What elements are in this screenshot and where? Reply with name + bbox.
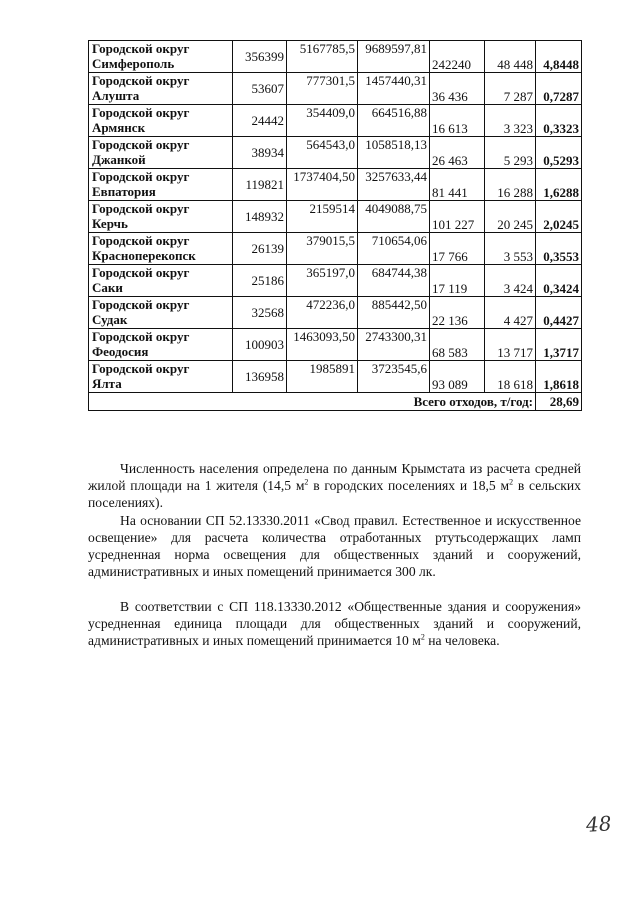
value-cell: 16 613 (430, 105, 485, 137)
area-cell: 354409,0 (287, 105, 358, 137)
value-cell: 3 553 (485, 233, 536, 265)
paragraph-lighting-norm: На основании СП 52.13330.2011 «Свод правил. Естественное и искусственное освещение» для расчета количества отработанных ртутьсодержащих ламп усредненная норма освещения для общественных зданий и сооружений, административных и иных помещений принимается 300 лк. (88, 513, 581, 579)
waste-table (88, 40, 582, 411)
value-cell: 710654,06 (358, 233, 430, 265)
total-value: 28,69 (536, 393, 582, 411)
population-cell: 356399 (233, 41, 287, 73)
population-cell: 38934 (233, 137, 287, 169)
population-cell: 53607 (233, 73, 287, 105)
value-cell: 684744,38 (358, 265, 430, 297)
table-row (89, 297, 582, 329)
population-cell: 136958 (233, 361, 287, 393)
table-row (89, 73, 582, 105)
district-name: Городской округ Евпатория (89, 169, 233, 201)
value-cell: 16 288 (485, 169, 536, 201)
value-cell: 101 227 (430, 201, 485, 233)
population-cell: 119821 (233, 169, 287, 201)
area-cell: 472236,0 (287, 297, 358, 329)
waste-tonnage-cell: 2,0245 (536, 201, 582, 233)
value-cell: 4 427 (485, 297, 536, 329)
value-cell: 664516,88 (358, 105, 430, 137)
waste-tonnage-cell: 1,8618 (536, 361, 582, 393)
total-row (89, 393, 582, 411)
table-row (89, 105, 582, 137)
district-name: Городской округ Красноперекопск (89, 233, 233, 265)
value-cell: 18 618 (485, 361, 536, 393)
district-name: Городской округ Керчь (89, 201, 233, 233)
district-name: Городской округ Феодосия (89, 329, 233, 361)
waste-tonnage-cell: 0,3323 (536, 105, 582, 137)
district-name: Городской округ Симферополь (89, 41, 233, 73)
value-cell: 17 119 (430, 265, 485, 297)
value-cell: 13 717 (485, 329, 536, 361)
value-cell: 26 463 (430, 137, 485, 169)
waste-tonnage-cell: 1,6288 (536, 169, 582, 201)
value-cell: 1457440,31 (358, 73, 430, 105)
paragraph-population: Численность населения определена по данным Крымстата из расчета средней жилой площади на 1 жителя (14,5 $м^2$ в городских поселениях и 18,5 $м^2$ в сельских поселениях). (88, 461, 581, 510)
area-cell: 365197,0 (287, 265, 358, 297)
value-cell: 36 436 (430, 73, 485, 105)
value-cell: 4049088,75 (358, 201, 430, 233)
table-row (89, 41, 582, 73)
district-name: Городской округ Судак (89, 297, 233, 329)
area-cell: 1985891 (287, 361, 358, 393)
table-row (89, 169, 582, 201)
value-cell: 242240 (430, 41, 485, 73)
population-cell: 32568 (233, 297, 287, 329)
table-row (89, 137, 582, 169)
page-number: 48 (585, 811, 613, 837)
table-row (89, 201, 582, 233)
district-name: Городской округ Саки (89, 265, 233, 297)
waste-tonnage-cell: 0,3553 (536, 233, 582, 265)
value-cell: 81 441 (430, 169, 485, 201)
waste-tonnage-cell: 0,7287 (536, 73, 582, 105)
value-cell: 5 293 (485, 137, 536, 169)
value-cell: 7 287 (485, 73, 536, 105)
population-cell: 26139 (233, 233, 287, 265)
value-cell: 3723545,6 (358, 361, 430, 393)
value-cell: 885442,50 (358, 297, 430, 329)
waste-tonnage-cell: 0,3424 (536, 265, 582, 297)
total-label: Всего отходов, т/год: (89, 393, 536, 411)
district-name: Городской округ Джанкой (89, 137, 233, 169)
population-cell: 100903 (233, 329, 287, 361)
value-cell: 48 448 (485, 41, 536, 73)
area-cell: 5167785,5 (287, 41, 358, 73)
value-cell: 2743300,31 (358, 329, 430, 361)
waste-tonnage-cell: 1,3717 (536, 329, 582, 361)
value-cell: 1058518,13 (358, 137, 430, 169)
area-cell: 1737404,50 (287, 169, 358, 201)
area-cell: 2159514 (287, 201, 358, 233)
area-cell: 1463093,50 (287, 329, 358, 361)
table-row (89, 361, 582, 393)
district-name: Городской округ Ялта (89, 361, 233, 393)
table-row (89, 233, 582, 265)
value-cell: 68 583 (430, 329, 485, 361)
value-cell: 20 245 (485, 201, 536, 233)
waste-tonnage-cell: 0,4427 (536, 297, 582, 329)
population-cell: 24442 (233, 105, 287, 137)
value-cell: 9689597,81 (358, 41, 430, 73)
table-row (89, 265, 582, 297)
area-cell: 379015,5 (287, 233, 358, 265)
district-name: Городской округ Алушта (89, 73, 233, 105)
waste-tonnage-cell: 0,5293 (536, 137, 582, 169)
population-cell: 148932 (233, 201, 287, 233)
value-cell: 17 766 (430, 233, 485, 265)
table-row (89, 329, 582, 361)
value-cell: 22 136 (430, 297, 485, 329)
value-cell: 3 323 (485, 105, 536, 137)
waste-tonnage-cell: 4,8448 (536, 41, 582, 73)
value-cell: 3 424 (485, 265, 536, 297)
value-cell: 93 089 (430, 361, 485, 393)
population-cell: 25186 (233, 265, 287, 297)
area-cell: 564543,0 (287, 137, 358, 169)
district-name: Городской округ Армянск (89, 105, 233, 137)
paragraph-area-norm: В соответствии с СП 118.13330.2012 «Общественные здания и сооружения» усредненная единица площади для общественных зданий и сооружений, административных и иных помещений принимается 10 $м^2$ на человека. (88, 599, 581, 648)
value-cell: 3257633,44 (358, 169, 430, 201)
area-cell: 777301,5 (287, 73, 358, 105)
